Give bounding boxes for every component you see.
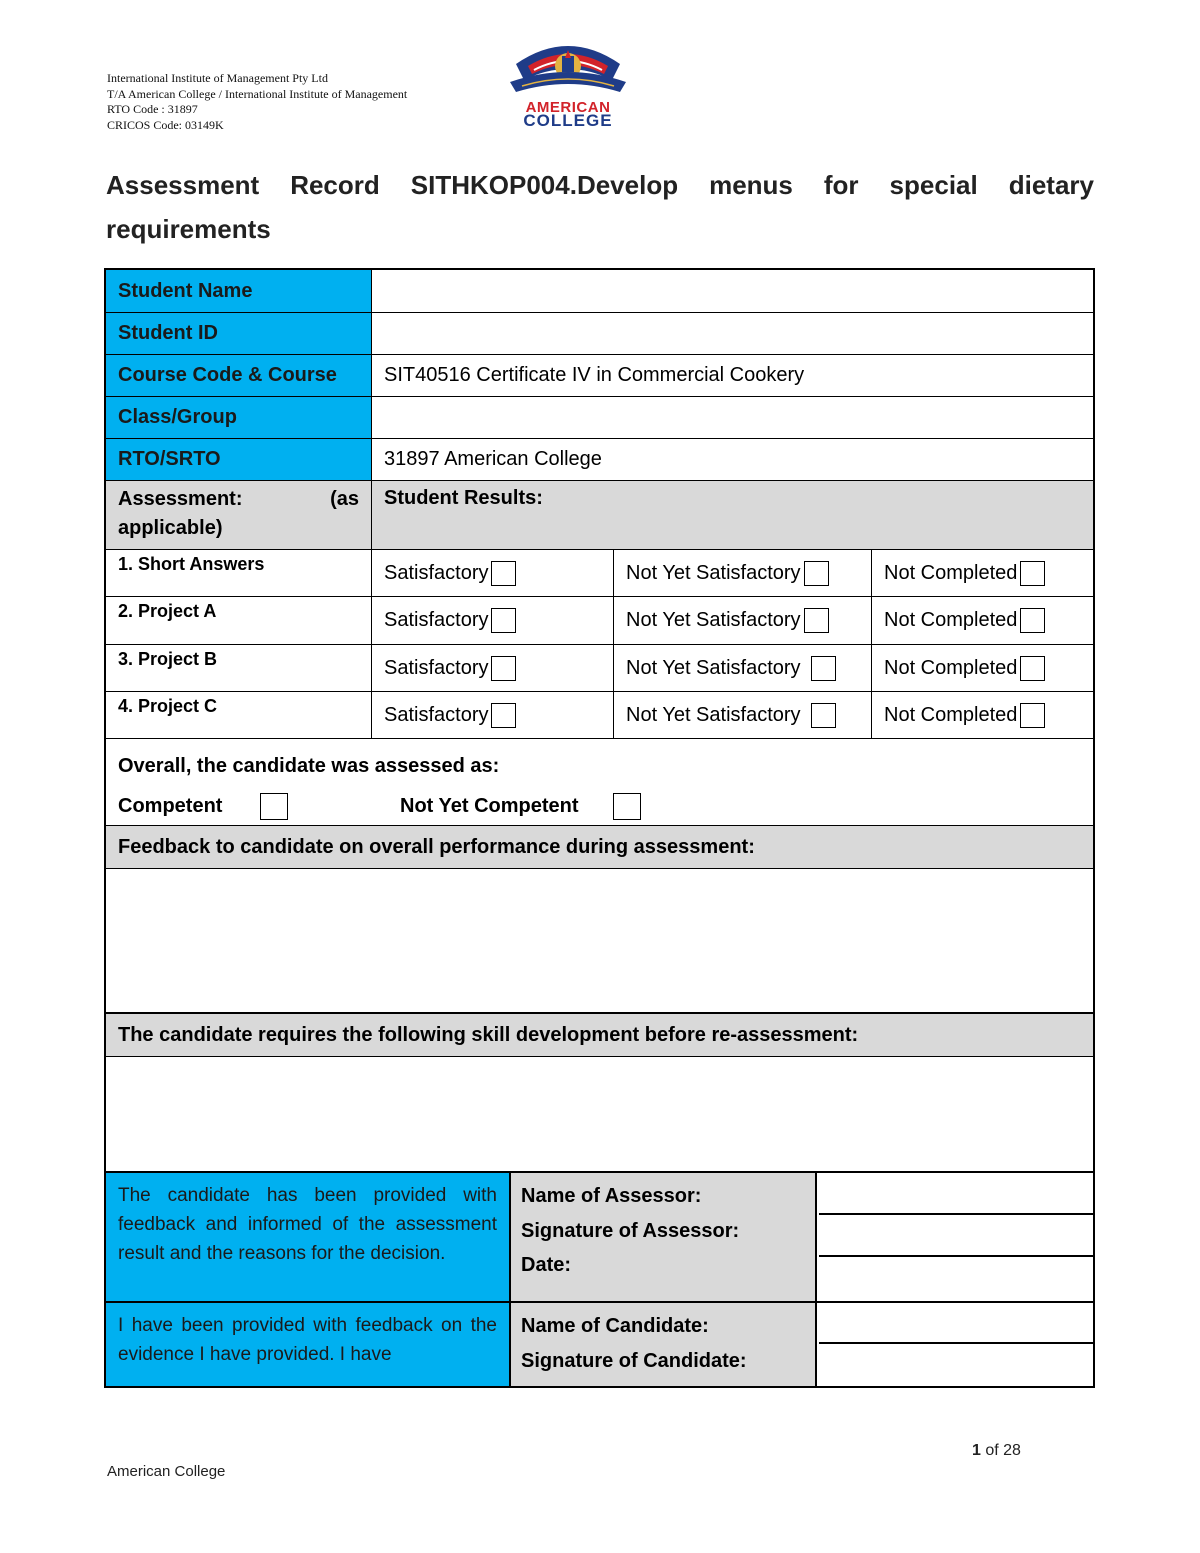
student-id-label: Student ID — [106, 313, 372, 354]
assessment-row — [106, 692, 1093, 739]
assessor-date-label: Date: — [521, 1254, 572, 1276]
not-completed-option — [872, 692, 1093, 738]
not-completed-label: Not Completed — [884, 656, 1018, 679]
assessment-row — [106, 597, 1093, 645]
student-id-row — [106, 313, 1093, 355]
satisfactory-label: Satisfactory — [384, 703, 489, 726]
assessment-name: 4. Project C — [106, 692, 372, 738]
not-yet-satisfactory-option — [614, 550, 872, 596]
not-completed-checkbox[interactable] — [1020, 656, 1045, 681]
assessment-record-form — [104, 268, 1095, 1388]
assessment-row — [106, 645, 1093, 692]
not-completed-checkbox[interactable] — [1020, 561, 1045, 586]
trading-as: T/A American College / International Institute of Management — [107, 86, 408, 101]
student-name-label: Student Name — [106, 270, 372, 312]
rto-label: RTO/SRTO — [106, 439, 372, 480]
candidate-name-field[interactable] — [819, 1303, 1093, 1344]
not-yet-satisfactory-label: Not Yet Satisfactory — [626, 703, 801, 726]
assessor-labels — [511, 1173, 817, 1301]
skill-heading-row — [106, 1014, 1093, 1057]
competent-checkbox[interactable] — [260, 793, 288, 820]
candidate-fields — [817, 1303, 1093, 1386]
not-completed-option — [872, 597, 1093, 644]
not-completed-checkbox[interactable] — [1020, 608, 1045, 633]
not-yet-satisfactory-label: Not Yet Satisfactory — [626, 561, 801, 584]
institute-info — [107, 71, 407, 133]
not-yet-satisfactory-checkbox[interactable] — [811, 656, 836, 681]
not-completed-label: Not Completed — [884, 703, 1018, 726]
rto-code: RTO Code : 31897 — [107, 102, 198, 116]
competent-label: Competent — [118, 795, 223, 817]
student-name-row — [106, 270, 1093, 313]
rto-row — [106, 439, 1093, 481]
feedback-heading: Feedback to candidate on overall performance during assessment: — [118, 835, 755, 858]
american-college-logo — [508, 36, 628, 128]
not-yet-satisfactory-option — [614, 692, 872, 738]
course-field[interactable]: SIT40516 Certificate IV in Commercial Cookery — [384, 364, 805, 386]
assessor-signature-label: Signature of Assessor: — [521, 1219, 740, 1242]
overall-assessment-row — [106, 739, 1093, 826]
assessment-column-header: Assessment: (as applicable) — [106, 481, 372, 549]
not-yet-satisfactory-checkbox[interactable] — [811, 703, 836, 728]
candidate-labels — [511, 1303, 817, 1386]
assessment-row — [106, 550, 1093, 597]
student-name-field[interactable] — [372, 270, 1093, 312]
satisfactory-option — [372, 550, 614, 596]
assessment-header-row — [106, 481, 1093, 550]
not-yet-satisfactory-checkbox[interactable] — [804, 608, 829, 633]
assessor-name-label: Name of Assessor: — [521, 1185, 702, 1207]
candidate-statement: I have been provided with feedback on the evidence I have provided. I have — [106, 1303, 511, 1386]
satisfactory-checkbox[interactable] — [491, 656, 516, 681]
satisfactory-option — [372, 645, 614, 691]
class-group-row — [106, 397, 1093, 439]
not-yet-satisfactory-option — [614, 645, 872, 691]
not-completed-option — [872, 550, 1093, 596]
not-completed-checkbox[interactable] — [1020, 703, 1045, 728]
not-yet-competent-checkbox[interactable] — [613, 793, 641, 820]
skill-heading: The candidate requires the following skill development before re-assessment: — [118, 1023, 859, 1046]
satisfactory-option — [372, 692, 614, 738]
assessor-fields — [817, 1173, 1093, 1301]
assessor-date-field[interactable] — [819, 1257, 1093, 1301]
not-completed-label: Not Completed — [884, 609, 1018, 631]
assessor-signature-field[interactable] — [819, 1215, 1093, 1257]
not-completed-label: Not Completed — [884, 561, 1018, 584]
crest-icon — [508, 36, 628, 100]
assessor-name-field[interactable] — [819, 1173, 1093, 1215]
course-row — [106, 355, 1093, 397]
page-number — [972, 1442, 1021, 1460]
not-yet-competent-label: Not Yet Competent — [400, 795, 579, 817]
total-pages: of 28 — [985, 1442, 1021, 1459]
satisfactory-label: Satisfactory — [384, 656, 489, 679]
class-group-field[interactable] — [372, 397, 1093, 438]
not-yet-satisfactory-label: Not Yet Satisfactory — [626, 656, 801, 679]
logo-word-american: AMERICAN — [525, 99, 611, 116]
page-title: Assessment Record SITHKOP004.Develop menus for special dietary requirements — [106, 170, 1094, 244]
satisfactory-label: Satisfactory — [384, 561, 489, 584]
not-yet-satisfactory-option — [614, 597, 872, 644]
feedback-area[interactable] — [106, 869, 1093, 1014]
candidate-name-label: Name of Candidate: — [521, 1315, 709, 1337]
skill-development-area[interactable] — [106, 1057, 1093, 1173]
satisfactory-checkbox[interactable] — [491, 703, 516, 728]
current-page: 1 — [972, 1442, 981, 1459]
not-yet-satisfactory-label: Not Yet Satisfactory — [626, 609, 801, 631]
candidate-sign-off — [106, 1303, 1093, 1386]
assessment-name: 3. Project B — [106, 645, 372, 691]
not-completed-option — [872, 645, 1093, 691]
not-yet-satisfactory-checkbox[interactable] — [804, 561, 829, 586]
satisfactory-option — [372, 597, 614, 644]
assessment-name: 2. Project A — [106, 597, 372, 644]
assessor-statement: The candidate has been provided with feedback and informed of the assessment result and the reasons for the decision. — [106, 1173, 511, 1301]
course-label: Course Code & Course — [106, 355, 372, 396]
assessment-name: 1. Short Answers — [106, 550, 372, 596]
candidate-signature-label: Signature of Candidate: — [521, 1349, 747, 1372]
class-group-label: Class/Group — [106, 397, 372, 438]
logo-word-college: COLLEGE — [523, 111, 613, 130]
satisfactory-checkbox[interactable] — [491, 561, 516, 586]
satisfactory-label: Satisfactory — [384, 609, 489, 631]
institute-name: International Institute of Management Pty Ltd — [107, 71, 328, 85]
rto-field[interactable]: 31897 American College — [384, 448, 602, 470]
footer-college-name: American College — [107, 1463, 226, 1480]
candidate-signature-field[interactable] — [819, 1344, 1093, 1386]
student-results-header: Student Results: — [384, 487, 543, 509]
satisfactory-checkbox[interactable] — [491, 608, 516, 633]
student-id-field[interactable] — [372, 313, 1093, 354]
feedback-heading-row — [106, 826, 1093, 869]
overall-heading: Overall, the candidate was assessed as: — [118, 755, 500, 777]
assessor-sign-off — [106, 1173, 1093, 1303]
cricos-code: CRICOS Code: 03149K — [107, 117, 224, 132]
